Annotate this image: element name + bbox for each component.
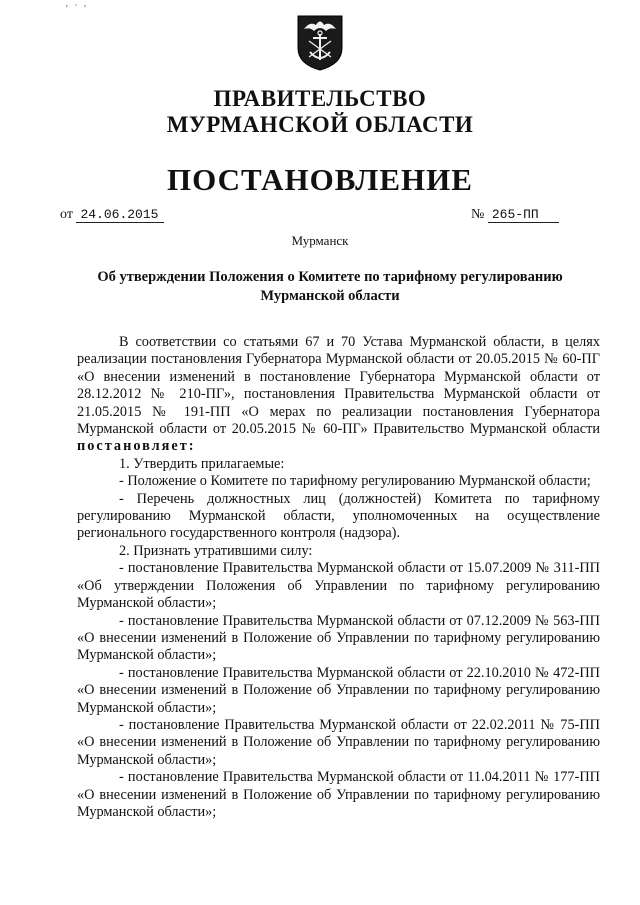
subject-line-2: Мурманской области [260, 288, 400, 304]
number-prefix: № [471, 207, 485, 222]
clause-1-item-2: - Перечень должностных лиц (должностей) Комитета по тарифному регулированию Мурманской области, уполномоченных на осуществление регионального государственного контроля (надзора). [77, 490, 600, 542]
preamble-text: В соответствии со статьями 67 и 70 Устава Мурманской области, в целях реализации постановления Губернатора Мурманской области от 20.05.2015 № 60-ПГ «О внесении изменений в постановление Губернатора Мурманской области от 28.12.2012 № 210-ПГ», постановления Правительства Мурманской области от 21.05.2015 № 191-ПП «О мерах по реализации постановления Губернатора Мурманской области от 20.05.2015 № 60-ПГ» Правительство Мурманской области [77, 334, 600, 438]
document-subject [60, 268, 600, 306]
coat-of-arms-emblem [296, 14, 344, 72]
resolves-keyword: постановляет: [77, 438, 196, 455]
document-number [471, 207, 559, 223]
city-name: Мурманск [291, 233, 349, 248]
clause-1: 1. Утвердить прилагаемые: [119, 455, 285, 472]
clause-2-item-2: - постановление Правительства Мурманской области от 07.12.2009 № 563-ПП «О внесении изменений в Положение об Управлении по тарифному регулированию Мурманской области»; [77, 612, 600, 664]
date-prefix: от [60, 207, 73, 222]
document-body [77, 334, 600, 821]
document-type-title: ПОСТАНОВЛЕНИЕ [167, 162, 473, 197]
organization-name [0, 86, 640, 138]
preamble-paragraph [77, 334, 600, 456]
clause-2-item-3: - постановление Правительства Мурманской области от 22.10.2010 № 472-ПП «О внесении изменений в Положение об Управлении по тарифному регулированию Мурманской области»; [77, 664, 600, 716]
clause-2-item-5: - постановление Правительства Мурманской области от 11.04.2011 № 177-ПП «О внесении изменений в Положение об Управлении по тарифному регулированию Мурманской области»; [77, 769, 600, 820]
subject-line-1: Об утверждении Положения о Комитете по тарифному регулированию [97, 269, 563, 285]
organization-line-1: ПРАВИТЕЛЬСТВО [213, 86, 427, 111]
document-date [60, 207, 164, 223]
scan-artifact: ' ` ' [66, 4, 88, 15]
organization-line-2: МУРМАНСКОЙ ОБЛАСТИ [166, 112, 474, 137]
clause-2-item-1: - постановление Правительства Мурманской области от 15.07.2009 № 311-ПП «Об утверждении Положения об Управлении по тарифному регулированию Мурманской области»; [77, 560, 600, 612]
date-value: 24.06.2015 [76, 207, 164, 223]
clause-2: 2. Признать утратившими силу: [119, 542, 313, 559]
clause-1-item-1: - Положение о Комитете по тарифному регулированию Мурманской области; [119, 473, 591, 490]
clause-2-item-4: - постановление Правительства Мурманской области от 22.02.2011 № 75-ПП «О внесении изменений в Положение об Управлении по тарифному регулированию Мурманской области»; [77, 716, 600, 768]
number-value: 265-ПП [488, 207, 559, 223]
